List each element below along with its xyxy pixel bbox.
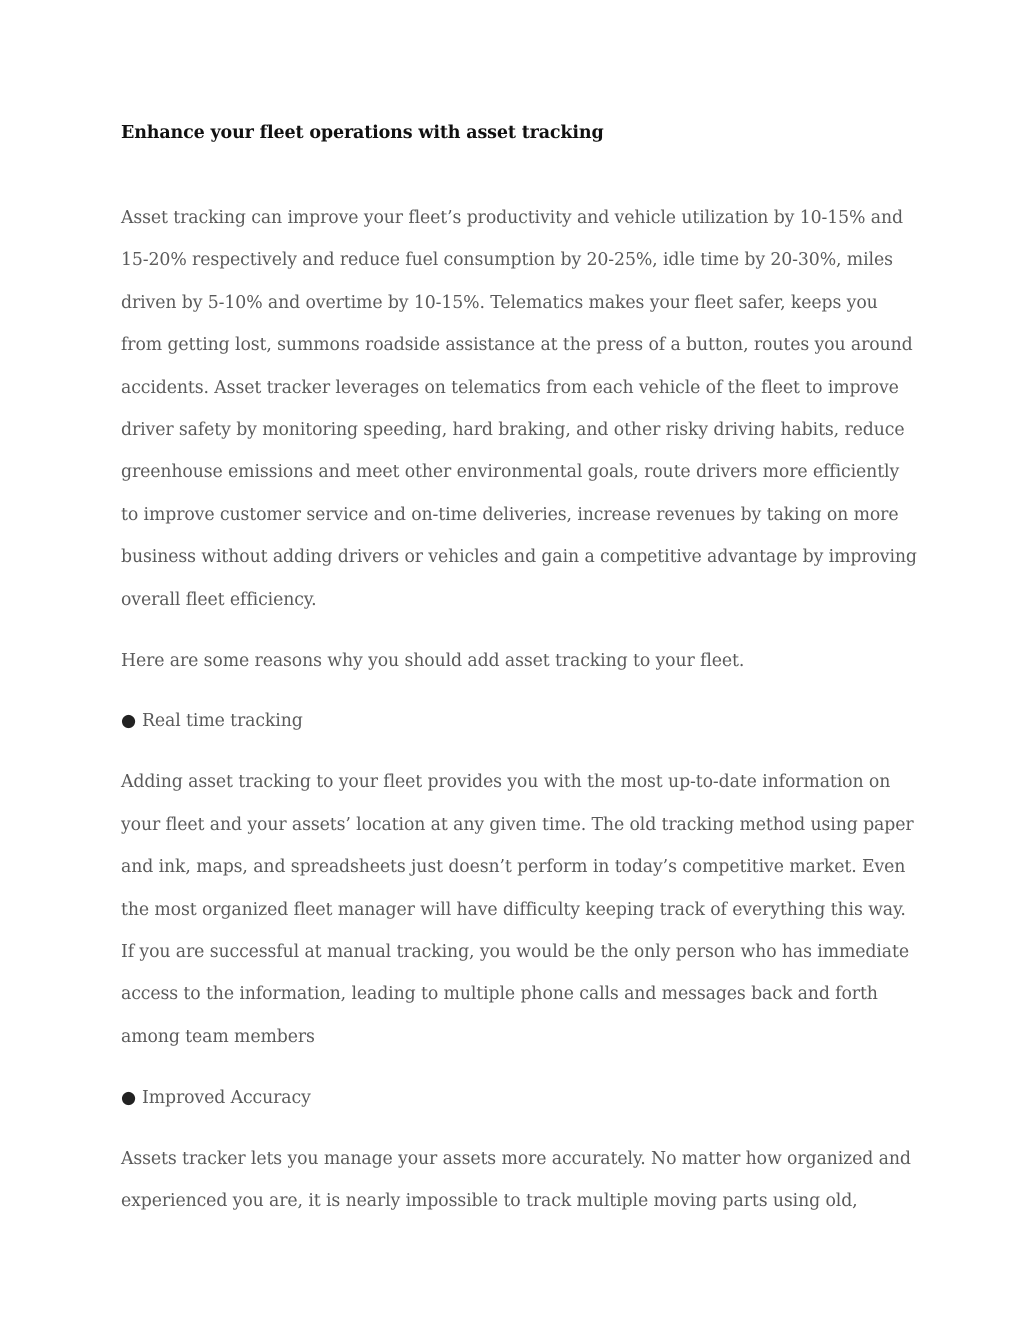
paragraph-line: from getting lost, summons roadside assistance at the press of a button, routes you around <box>121 335 913 356</box>
paragraph-line: business without adding drivers or vehicles and gain a competitive advantage by improving <box>121 547 917 568</box>
document-page <box>121 119 921 1222</box>
bullet-heading-label: Real time tracking <box>141 711 303 732</box>
improved-accuracy-paragraph <box>121 1138 921 1223</box>
paragraph-line: access to the information, leading to multiple phone calls and messages back and forth <box>121 984 878 1005</box>
paragraph-line: the most organized fleet manager will have difficulty keeping track of everything this way. <box>121 899 906 920</box>
paragraph-line: and ink, maps, and spreadsheets just doesn’t perform in today’s competitive market. Even <box>121 857 906 878</box>
paragraph-line: Assets tracker lets you manage your assets more accurately. No matter how organized and <box>121 1148 911 1169</box>
bullet-heading-real-time-tracking <box>121 700 921 742</box>
reasons-intro: Here are some reasons why you should add asset tracking to your fleet. <box>121 650 745 671</box>
bullet-heading-improved-accuracy <box>121 1077 921 1119</box>
document-title: Enhance your fleet operations with asset tracking <box>121 123 604 143</box>
paragraph-line: driven by 5-10% and overtime by 10-15%. Telematics makes your fleet safer, keeps you <box>121 292 878 313</box>
paragraph-line: accidents. Asset tracker leverages on telematics from each vehicle of the fleet to improve <box>121 377 899 398</box>
paragraph-line: overall fleet efficiency. <box>121 589 317 610</box>
paragraph-line: If you are successful at manual tracking, you would be the only person who has immediate <box>121 942 909 962</box>
intro-paragraph <box>121 197 921 621</box>
paragraph-line: greenhouse emissions and meet other environmental goals, route drivers more efficiently <box>121 462 900 483</box>
bullet-icon: ● <box>121 711 136 732</box>
paragraph-line: among team members <box>121 1026 315 1047</box>
paragraph-line: your fleet and your assets’ location at any given time. The old tracking method using paper <box>121 814 914 835</box>
real-time-tracking-paragraph <box>121 761 921 1058</box>
paragraph-line: Asset tracking can improve your fleet’s productivity and vehicle utilization by 10-15% and <box>121 208 903 228</box>
paragraph-line: 15-20% respectively and reduce fuel consumption by 20-25%, idle time by 20-30%, miles <box>121 250 893 271</box>
paragraph-line: driver safety by monitoring speeding, hard braking, and other risky driving habits, reduce <box>121 420 905 441</box>
bullet-icon: ● <box>121 1087 136 1108</box>
paragraph-line: Adding asset tracking to your fleet provides you with the most up-to-date information on <box>121 772 891 793</box>
paragraph-line: experienced you are, it is nearly impossible to track multiple moving parts using old, <box>121 1191 858 1212</box>
paragraph-line: to improve customer service and on-time deliveries, increase revenues by taking on more <box>121 504 899 525</box>
bullet-heading-label: Improved Accuracy <box>141 1087 311 1108</box>
